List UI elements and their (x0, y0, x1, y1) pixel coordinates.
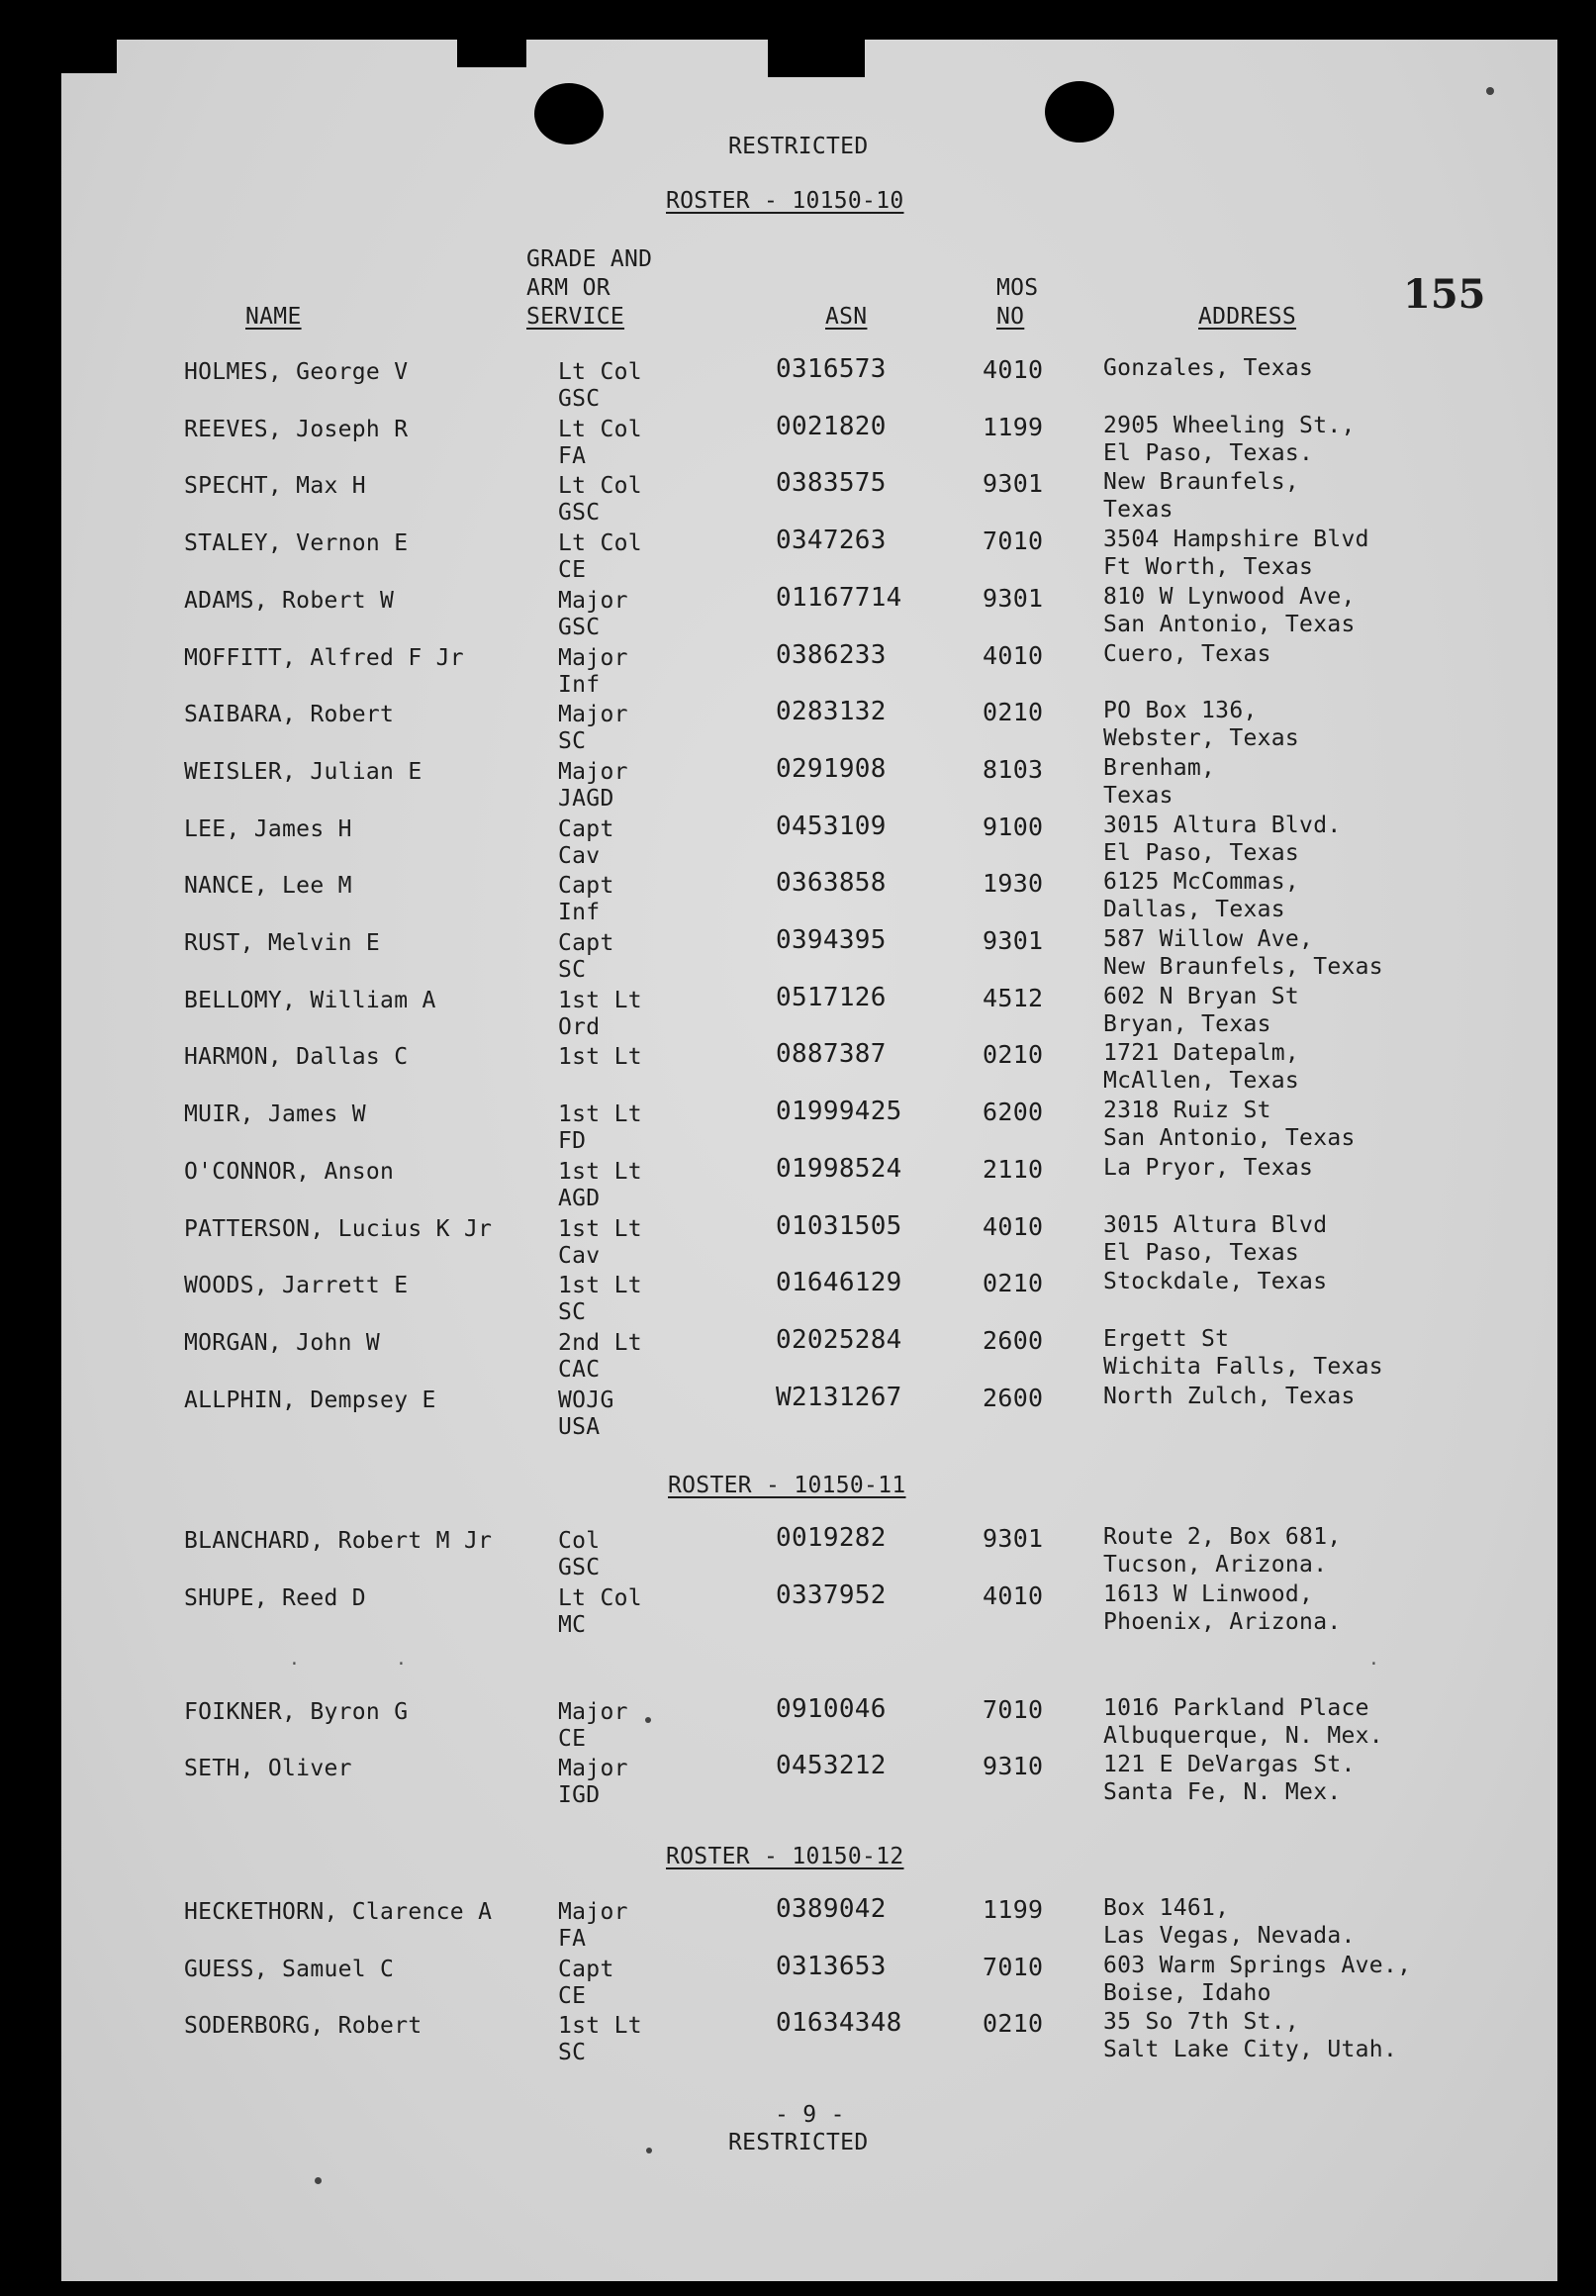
header-address: ADDRESS (1198, 304, 1297, 330)
address-line-2: El Paso, Texas. (1103, 439, 1314, 466)
asn: 0389042 (776, 1894, 887, 1924)
address-line-1: Route 2, Box 681, (1103, 1524, 1342, 1550)
mos-number: 0210 (983, 698, 1044, 727)
address-line-2: Ft Worth, Texas (1103, 554, 1314, 581)
grade: Capt (558, 815, 614, 842)
address-line-1: 3015 Altura Blvd (1103, 1211, 1328, 1238)
illegible-mark: . (396, 1649, 408, 1670)
mos-number: 0210 (983, 1040, 1044, 1070)
arm-or-service: Cav (558, 1242, 601, 1269)
mos-number: 1199 (983, 412, 1044, 441)
address-line-1: Gonzales, Texas (1103, 355, 1314, 381)
address-line-1: PO Box 136, (1103, 698, 1258, 724)
mos-number: 0210 (983, 1269, 1044, 1298)
address-line-1: North Zulch, Texas (1103, 1383, 1356, 1409)
arm-or-service: SC (558, 1299, 587, 1326)
asn: 01167714 (776, 582, 902, 613)
grade: Lt Col (558, 530, 642, 557)
address-line-2: McAllen, Texas (1103, 1068, 1300, 1095)
asn: 0887387 (776, 1039, 887, 1070)
address-line-1: Box 1461, (1103, 1895, 1230, 1921)
grade: Lt Col (558, 473, 642, 500)
grade: Lt Col (558, 359, 642, 385)
header-grade-2: ARM OR (526, 275, 610, 301)
roster-title: ROSTER - 10150-10 (666, 188, 904, 214)
arm-or-service: Inf (558, 671, 601, 698)
arm-or-service: FA (558, 1926, 587, 1952)
address-line-2: El Paso, Texas (1103, 839, 1300, 866)
asn: 01999425 (776, 1097, 902, 1127)
person-name: O'CONNOR, Anson (184, 1158, 395, 1185)
person-name: HARMON, Dallas C (184, 1044, 409, 1071)
asn: 0291908 (776, 753, 887, 784)
mos-number: 7010 (983, 1952, 1044, 1981)
page-footer-number: - 9 - (775, 2102, 845, 2128)
grade: Capt (558, 1956, 614, 1982)
asn: 0910046 (776, 1693, 887, 1724)
asn: 0394395 (776, 925, 887, 955)
asn: 01031505 (776, 1210, 902, 1241)
arm-or-service: SC (558, 2040, 587, 2065)
grade: 1st Lt (558, 987, 642, 1013)
grade: Capt (558, 930, 614, 956)
header-grade-1: GRADE AND (526, 246, 653, 272)
speck (646, 2148, 652, 2153)
speck (315, 2177, 322, 2184)
address-line-1: 6125 McCommas, (1103, 869, 1300, 896)
mos-number: 4010 (983, 1211, 1044, 1241)
asn: W2131267 (776, 1382, 902, 1412)
mos-number: 1930 (983, 869, 1044, 899)
asn: 0283132 (776, 697, 887, 727)
person-name: MOFFITT, Alfred F Jr (184, 644, 464, 671)
address-line-2: San Antonio, Texas (1103, 611, 1356, 637)
person-name: SETH, Oliver (184, 1756, 352, 1781)
arm-or-service: GSC (558, 1555, 601, 1580)
mos-number: 9310 (983, 1752, 1044, 1780)
arm-or-service: AGD (558, 1185, 601, 1211)
address-line-1: 3504 Hampshire Blvd (1103, 526, 1369, 553)
asn: 0383575 (776, 468, 887, 499)
scan-artifact (768, 34, 865, 77)
address-line-1: 2318 Ruiz St (1103, 1098, 1271, 1124)
grade: Major (558, 644, 628, 671)
address-line-2: New Braunfels, Texas (1103, 954, 1383, 980)
arm-or-service: Cav (558, 842, 601, 869)
address-line-1: La Pryor, Texas (1103, 1154, 1314, 1181)
person-name: LEE, James H (184, 815, 352, 842)
mos-number: 7010 (983, 526, 1044, 556)
mos-number: 9100 (983, 812, 1044, 841)
header-grade-3: SERVICE (526, 304, 625, 330)
arm-or-service: Ord (558, 1013, 601, 1040)
address-line-2: San Antonio, Texas (1103, 1125, 1356, 1152)
person-name: STALEY, Vernon E (184, 530, 409, 557)
person-name: RUST, Melvin E (184, 930, 381, 956)
asn: 0453212 (776, 1751, 887, 1780)
person-name: REEVES, Joseph R (184, 416, 409, 442)
address-line-2: Albuquerque, N. Mex. (1103, 1722, 1383, 1749)
asn: 01634348 (776, 2008, 902, 2038)
arm-or-service: CE (558, 1982, 587, 2009)
address-line-2: Boise, Idaho (1103, 1979, 1271, 2006)
mos-number: 9301 (983, 1524, 1044, 1553)
arm-or-service: CE (558, 557, 587, 584)
person-name: SPECHT, Max H (184, 473, 366, 500)
address-line-2: Texas (1103, 782, 1174, 809)
mos-number: 1199 (983, 1895, 1044, 1924)
mos-number: 8103 (983, 754, 1044, 784)
asn: 0363858 (776, 868, 887, 899)
grade: Capt (558, 873, 614, 900)
mos-number: 4010 (983, 1580, 1044, 1610)
asn: 0517126 (776, 982, 887, 1012)
page-stamp-number: 155 (1403, 271, 1486, 318)
illegible-mark: . (1368, 1649, 1380, 1670)
mos-number: 4512 (983, 983, 1044, 1012)
punch-hole (1045, 81, 1114, 143)
address-line-1: Ergett St (1103, 1325, 1230, 1352)
header-name: NAME (245, 304, 302, 330)
person-name: BLANCHARD, Robert M Jr (184, 1528, 493, 1554)
mos-number: 4010 (983, 355, 1044, 384)
person-name: SODERBORG, Robert (184, 2013, 422, 2039)
asn: 0021820 (776, 411, 887, 441)
arm-or-service: MC (558, 1611, 587, 1638)
header-asn: ASN (825, 304, 868, 330)
arm-or-service: GSC (558, 386, 601, 412)
person-name: HOLMES, George V (184, 359, 409, 385)
address-line-2: Bryan, Texas (1103, 1010, 1271, 1037)
arm-or-service: FD (558, 1128, 587, 1155)
address-line-1: 1721 Datepalm, (1103, 1040, 1300, 1067)
mos-number: 2110 (983, 1154, 1044, 1184)
asn: 0313653 (776, 1951, 887, 1981)
person-name: WOODS, Jarrett E (184, 1273, 409, 1299)
person-name: SHUPE, Reed D (184, 1584, 366, 1611)
grade: Major (558, 587, 628, 614)
arm-or-service: CE (558, 1725, 587, 1752)
mos-number: 2600 (983, 1325, 1044, 1355)
mos-number: 0210 (983, 2009, 1044, 2038)
address-line-2: Wichita Falls, Texas (1103, 1353, 1383, 1380)
person-name: PATTERSON, Lucius K Jr (184, 1215, 493, 1242)
asn: 02025284 (776, 1324, 902, 1355)
person-name: NANCE, Lee M (184, 873, 352, 900)
grade: Major (558, 1899, 628, 1925)
grade: 1st Lt (558, 2013, 642, 2039)
address-line-2: El Paso, Texas (1103, 1239, 1300, 1266)
arm-or-service: SC (558, 957, 587, 983)
address-line-2: Salt Lake City, Utah. (1103, 2037, 1398, 2062)
address-line-2: Santa Fe, N. Mex. (1103, 1779, 1342, 1805)
asn: 0337952 (776, 1579, 887, 1610)
address-line-2: Tucson, Arizona. (1103, 1552, 1328, 1578)
address-line-1: Stockdale, Texas (1103, 1269, 1328, 1295)
asn: 0347263 (776, 526, 887, 556)
header-mos-1: MOS (996, 275, 1039, 301)
asn: 0386233 (776, 639, 887, 670)
asn: 0316573 (776, 354, 887, 384)
person-name: GUESS, Samuel C (184, 1956, 395, 1982)
mos-number: 9301 (983, 926, 1044, 955)
grade: WOJG (558, 1387, 614, 1413)
grade: 1st Lt (558, 1044, 642, 1071)
address-line-2: Texas (1103, 497, 1174, 524)
asn: 0019282 (776, 1523, 887, 1553)
grade: Major (558, 1756, 628, 1781)
roster-title: ROSTER - 10150-11 (668, 1473, 906, 1498)
punch-hole (534, 83, 604, 144)
grade: Lt Col (558, 416, 642, 442)
arm-or-service: FA (558, 442, 587, 469)
asn: 01646129 (776, 1268, 902, 1298)
asn: 01998524 (776, 1153, 902, 1184)
address-line-1: 121 E DeVargas St. (1103, 1752, 1356, 1777)
arm-or-service: GSC (558, 500, 601, 526)
person-name: SAIBARA, Robert (184, 702, 395, 728)
speck (645, 1717, 651, 1723)
person-name: MUIR, James W (184, 1101, 366, 1128)
address-line-1: 35 So 7th St., (1103, 2009, 1300, 2035)
person-name: HECKETHORN, Clarence A (184, 1899, 493, 1925)
arm-or-service: USA (558, 1413, 601, 1440)
person-name: BELLOMY, William A (184, 987, 436, 1013)
mos-number: 9301 (983, 583, 1044, 613)
speck (1486, 87, 1494, 95)
mos-number: 4010 (983, 640, 1044, 670)
arm-or-service: IGD (558, 1782, 601, 1808)
address-line-1: 587 Willow Ave, (1103, 926, 1314, 952)
grade: Major (558, 758, 628, 785)
roster-title: ROSTER - 10150-12 (666, 1844, 904, 1869)
person-name: ADAMS, Robert W (184, 587, 395, 614)
address-line-1: New Braunfels, (1103, 469, 1300, 496)
mos-number: 2600 (983, 1383, 1044, 1412)
grade: 1st Lt (558, 1215, 642, 1242)
address-line-2: Dallas, Texas (1103, 897, 1285, 923)
header-mos-2: NO (996, 304, 1025, 330)
arm-or-service: CAC (558, 1356, 601, 1383)
address-line-1: 3015 Altura Blvd. (1103, 812, 1342, 838)
address-line-2: Webster, Texas (1103, 725, 1300, 752)
address-line-1: 1016 Parkland Place (1103, 1694, 1369, 1721)
scan-artifact (457, 34, 526, 67)
scan-artifact (61, 34, 117, 73)
grade: 1st Lt (558, 1158, 642, 1185)
address-line-1: 1613 W Linwood, (1103, 1580, 1314, 1607)
grade: Major (558, 1698, 628, 1725)
grade: Col (558, 1528, 601, 1554)
person-name: MORGAN, John W (184, 1329, 381, 1356)
asn: 0453109 (776, 811, 887, 841)
grade: 2nd Lt (558, 1329, 642, 1356)
arm-or-service: Inf (558, 900, 601, 926)
address-line-1: Cuero, Texas (1103, 640, 1271, 667)
person-name: WEISLER, Julian E (184, 758, 422, 785)
arm-or-service: JAGD (558, 785, 614, 812)
person-name: FOIKNER, Byron G (184, 1698, 409, 1725)
classification-bottom: RESTRICTED (728, 2130, 869, 2155)
illegible-mark: . (289, 1649, 301, 1670)
address-line-1: 603 Warm Springs Ave., (1103, 1952, 1412, 1978)
person-name: ALLPHIN, Dempsey E (184, 1387, 436, 1413)
mos-number: 9301 (983, 469, 1044, 499)
address-line-1: 2905 Wheeling St., (1103, 412, 1356, 438)
grade: Lt Col (558, 1584, 642, 1611)
mos-number: 7010 (983, 1694, 1044, 1724)
arm-or-service: SC (558, 728, 587, 755)
grade: 1st Lt (558, 1273, 642, 1299)
address-line-1: 602 N Bryan St (1103, 983, 1300, 1009)
address-line-1: Brenham, (1103, 754, 1216, 781)
grade: Major (558, 702, 628, 728)
arm-or-service: GSC (558, 614, 601, 640)
classification-top: RESTRICTED (728, 134, 869, 159)
address-line-2: Phoenix, Arizona. (1103, 1608, 1342, 1635)
grade: 1st Lt (558, 1101, 642, 1128)
mos-number: 6200 (983, 1098, 1044, 1127)
address-line-2: Las Vegas, Nevada. (1103, 1923, 1356, 1949)
address-line-1: 810 W Lynwood Ave, (1103, 583, 1356, 610)
